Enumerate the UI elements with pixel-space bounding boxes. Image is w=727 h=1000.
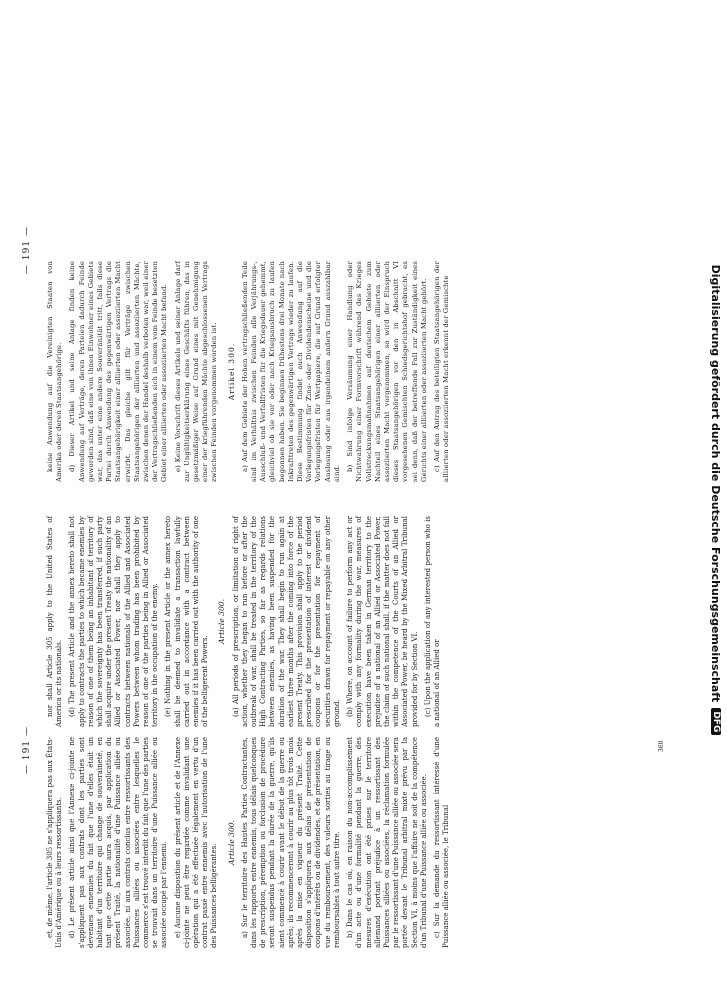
- german-paragraph: e) Keine Vorschrift dieses Artikels und seiner Anlage darf zur Ungültigkeitserklärung eines Geschäfts führen, das in gesetzmäßiger Weise auf Grund eines mit Genehmigung einer der kriegführenden Mächte abgeschlossenen Vertrags zwischen Feinden vorgenommen worden ist.: [173, 261, 219, 482]
- sidebar-credit: [705, 0, 727, 1000]
- french-paragraph: e) Aucune disposition du présent article et de l'Annexe ci-jointe ne peut être regardée comme invalidant une opération qui a été effectuée légalement en vertu d'un contrat passé entre ennemis avec l'autorisation de l'une des Puissances belligérantes.: [173, 737, 219, 948]
- german-paragraph: keine Anwendung auf die Vereinigten Staaten von Amerika oder deren Staatsangehörige.: [46, 261, 64, 482]
- french-paragraph: d) Le présent article ainsi que l'Annexe ci-jointe ne s'appliquent pas aux contrats dont les parties sont devenues ennemies du fait que l'une d'elles était un habitant d'un territoire qui change de souveraineté, en tant que cette partie aura acquis, par application du présent Traité, la nationalité d'une Puissance alliée ou associée, ni aux contrats conclus entre ressortissants des Puissances alliées ou associées entre lesquelles le commerce s'est trouvé interdit du fait que l'une des parties se trouvait dans un territoire d'une Puissance alliée ou associée occupé par l'ennemi.: [68, 737, 169, 948]
- english-paragraph: (e) Nothing in the present Article or the annex hereto shall be deemed to invalidate a transaction lawfully carried out in accordance with a contract between enemies if it has been carried out with the authority of one of the belligerent Powers.: [164, 516, 210, 727]
- english-paragraph: (b) Where, on account of failure to perform any act or comply with any formality during the war, measures of execution have been taken in German territory to the prejudice of a national of an Allied or Associated Power, the claim of such national shall, if the matter does not fall within the competence of the Courts of an Allied or Associated Power, be heard by the Mixed Arbitral Tribunal provided for by Section VI.: [346, 516, 419, 727]
- german-heading: Artikel 300.: [226, 342, 236, 401]
- french-paragraph: a) Sur le territoire des Hautes Parties Contractantes, dans les rapports entre ennemis, tous délais quelconques de prescription, péremption ou forclusion de procédure seront suspendus pendant la durée de la guerre, qu'ils aient commencé à courir avant le début de la guerre ou après; ils recommenceront à courir au plus tôt trois mois après la mise en vigueur du présent Traité. Cette disposition s'appliquera aux délais de présentation de coupons d'intérêts ou de dividendes, et de présentation, en vue du remboursement, des valeurs sorties au tirage ou remboursables à tout autre titre.: [240, 737, 341, 948]
- english-column: [46, 516, 646, 727]
- dfg-logo-icon: DFG: [711, 708, 721, 735]
- english-paragraph: nor shall Article 305 apply to the United States of America or its nationals.: [46, 516, 64, 727]
- running-head-left: — 191 —: [22, 726, 32, 774]
- french-paragraph: et, de même, l'article 305 ne s'appliquera pas aux États-Unis d'Amérique ou à leurs ressortissants.: [46, 737, 64, 948]
- english-paragraph: (d) The present Article and the annex hereto shall not apply to contracts the parties to which became enemies by reason of one of them being an inhabitant of territory of which the sovereignty has been transferred, if such party shall acquire under the present Treaty the nationality of an Allied or Associated Power, nor shall they apply to contracts between nationals of the Allied and Associated Powers between whom trading has been prohibited by reason of one of the parties being in Allied or Associated territory in the occupation of the enemy.: [68, 516, 160, 727]
- credit-text: Digitalisierung gefördert durch die Deutsche Forschungsgemeinschaft: [709, 264, 723, 703]
- german-paragraph: b) Sind infolge Versäumung einer Handlung oder Nichtwahrung einer Formvorschrift während des Krieges Vollstreckungsmaßnahmen auf deutschem Gebiete zum Nachteil eines Staatsangehörigen einer alliierten oder assoziierten Macht vorgenommen, so wird der Einspruch dieses Staatsangehörigen vor den in Abschnitt VI vorgesehenen Gemischten Schiedsgerichtshof gebracht, es sei denn, daß der betreffende Fall zur Zuständigkeit eines Gerichts einer alliierten oder assoziierten Macht gehört.: [346, 261, 428, 482]
- german-paragraph: c) Auf den Antrag des beteiligten Staatsangehörigen der alliierten oder assoziierten Macht erkennt der Gemischte: [432, 261, 451, 482]
- english-paragraph: (a) All periods of prescription, or limitation of right of action, whether they began to run before or after the outbreak of war, shall be treated in the territory of the High Contracting Parties, so far as regards relations between enemies, as having been suspended for the duration of the war. They shall begin to run again at earliest three months after the coming into force of the present Treaty. This provision shall apply to the period prescribed for the presentation of interest or dividend coupons or for the presentation for repayment of securities drawn for repayment or repayable on any other ground.: [231, 516, 341, 727]
- german-paragraph: a) Auf dem Gebiete der Hohen vertragschließenden Teile sind im Verhältnis zwischen Feinden alle Verjährungs-, Ausschluß- und Verfallfristen für die Kriegsdauer gehemmt, gleichviel ob sie vor oder nach Kriegsausbruch zu laufen begonnen haben. Sie beginnen frühestens drei Monate nach Inkrafttreten des gegenwärtigen Vertrags wieder zu laufen. Diese Bestimmung findet auch Anwendung auf die Vorlegungsfristen für Zins- oder Dividendenscheine und die Vorlegungsfristen für Wertpapiere, die auf Grund erfolgter Auslosung oder aus irgendeinem andern Grund auszahlbar sind.: [240, 261, 341, 482]
- german-paragraph: d) Dieser Artikel und seine Anlage finden keine Anwendung auf Verträge, deren Parteien dadurch Feinde geworden sind, daß eine von ihnen Einwohner eines Gebiets war, das unter eine andere Souveränität tritt, falls diese Partei durch Anwendung des gegenwärtigen Vertrags die Staatsangehörigkeit einer alliierten oder assoziierten Macht erwirbt. Das gleiche gilt für Verträge zwischen Staatsangehörigen der alliierten und assoziierten Mächte, zwischen denen der Handel deshalb verboten war, weil einer der Vertragschließenden sich in einem vom Feinde besetzten Gebiet einer alliierten oder assoziierten Macht befand.: [68, 261, 169, 482]
- german-column: [46, 261, 646, 482]
- german-column-blank: [46, 30, 646, 251]
- french-paragraph: c) Sur la demande du ressortissant intéressé d'une Puissance alliée ou associée, le Tribunal: [432, 737, 451, 948]
- french-heading: Article 300.: [226, 819, 236, 866]
- french-paragraph: b) Dans le cas où, en raison du non-accomplissement d'un acte ou d'une formalité pendant la guerre, des mesures d'exécution ont été prises sur le territoire allemand portant préjudice à un ressortissant des Puissances alliées ou associées, la réclamation formulée par le ressortissant d'une Puissance alliée ou associée sera portée devant le Tribunal arbitral mixte prévu par la Section VI, à moins que l'affaire ne soit de la compétence d'un Tribunal d'une Puissance alliée ou associée.: [346, 737, 428, 948]
- english-paragraph: (c) Upon the application of any interested person who is a national of an Allied or: [423, 516, 441, 727]
- running-head-right: — 191 —: [22, 226, 32, 274]
- french-column: [46, 737, 646, 948]
- left-page: [0, 500, 727, 1000]
- signature-mark-left: 360: [658, 740, 665, 752]
- english-heading: Article 300.: [217, 598, 227, 645]
